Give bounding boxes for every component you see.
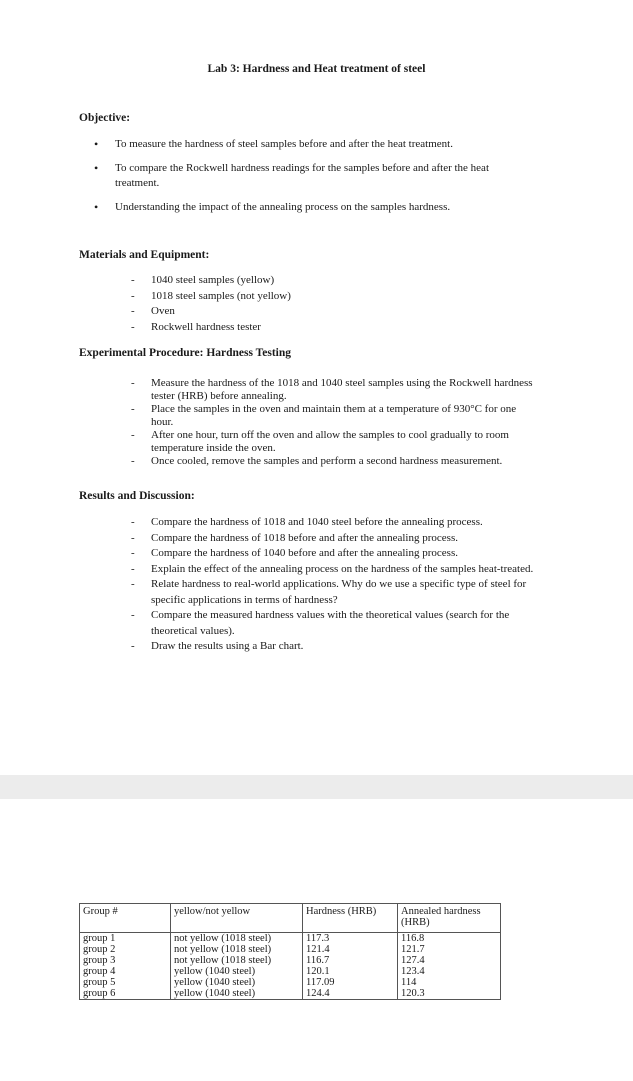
- cell-hardness: 120.1: [303, 966, 398, 977]
- document-page-2: [0, 799, 633, 1081]
- table-header-row: [80, 904, 501, 933]
- cell-group: group 6: [80, 988, 171, 1000]
- cell-color: yellow (1040 steel): [171, 966, 303, 977]
- cell-hardness: 124.4: [303, 988, 398, 1000]
- objective-list: [79, 137, 535, 224]
- cell-color: yellow (1040 steel): [171, 977, 303, 988]
- header-annealed-hardness: Annealed hardness (HRB): [398, 904, 501, 933]
- table-row: [80, 933, 501, 945]
- table-row: [80, 955, 501, 966]
- document-title: Lab 3: Hardness and Heat treatment of steel: [207, 63, 426, 75]
- results-item: - Relate hardness to real-world applications. Why do we use a specific type of steel for specific applications in terms of hardness?: [131, 578, 527, 606]
- procedure-item: - After one hour, turn off the oven and allow the samples to cool gradually to room temperature inside the oven.: [131, 429, 509, 454]
- bullet-icon: •: [94, 137, 99, 151]
- table-row: [80, 966, 501, 977]
- results-item: - Draw the results using a Bar chart.: [131, 640, 304, 652]
- materials-list: [131, 273, 291, 335]
- cell-hardness: 116.7: [303, 955, 398, 966]
- table-row: [80, 944, 501, 955]
- cell-group: group 2: [80, 944, 171, 955]
- procedure-heading: Experimental Procedure: Hardness Testing: [79, 347, 292, 359]
- objective-item: • To compare the Rockwell hardness readings for the samples before and after the heat treatment.: [94, 161, 489, 189]
- table-row: [80, 977, 501, 988]
- header-color: yellow/not yellow: [171, 904, 303, 933]
- cell-color: not yellow (1018 steel): [171, 944, 303, 955]
- cell-annealed: 120.3: [398, 988, 501, 1000]
- cell-group: group 3: [80, 955, 171, 966]
- cell-color: not yellow (1018 steel): [171, 933, 303, 945]
- materials-item: - Oven: [131, 305, 175, 317]
- results-item: - Compare the hardness of 1018 and 1040 steel before the annealing process.: [131, 516, 483, 528]
- results-item: - Compare the hardness of 1018 before and after the annealing process.: [131, 531, 458, 544]
- results-item: - Compare the measured hardness values with the theoretical values (search for the theoretical values).: [131, 609, 510, 637]
- cell-annealed: 121.7: [398, 944, 501, 955]
- cell-color: yellow (1040 steel): [171, 988, 303, 1000]
- procedure-item: - Once cooled, remove the samples and perform a second hardness measurement.: [131, 455, 503, 467]
- cell-hardness: 121.4: [303, 944, 398, 955]
- results-item: - Compare the hardness of 1040 before and after the annealing process.: [131, 547, 458, 559]
- cell-annealed: 116.8: [398, 933, 501, 945]
- objective-item: • To measure the hardness of steel samples before and after the heat treatment.: [94, 137, 453, 151]
- results-item: - Explain the effect of the annealing process on the hardness of the samples heat-treated.: [131, 562, 534, 575]
- materials-heading: Materials and Equipment:: [79, 249, 210, 261]
- procedure-list: [131, 377, 541, 468]
- materials-item: - 1040 steel samples (yellow): [131, 274, 275, 286]
- cell-group: group 5: [80, 977, 171, 988]
- cell-group: group 1: [80, 933, 171, 945]
- procedure-item: - Place the samples in the oven and maintain them at a temperature of 930°C for one hour.: [131, 403, 517, 428]
- cell-color: not yellow (1018 steel): [171, 955, 303, 966]
- cell-hardness: 117.3: [303, 933, 398, 945]
- results-list: [131, 515, 541, 655]
- cell-annealed: 123.4: [398, 966, 501, 977]
- bullet-icon: •: [94, 161, 99, 175]
- materials-item: - 1018 steel samples (not yellow): [131, 289, 291, 302]
- header-group: Group #: [80, 904, 171, 933]
- objective-item: • Understanding the impact of the annealing process on the samples hardness.: [94, 200, 451, 214]
- cell-annealed: 127.4: [398, 955, 501, 966]
- header-hardness: Hardness (HRB): [303, 904, 398, 933]
- cell-hardness: 117.09: [303, 977, 398, 988]
- results-heading: Results and Discussion:: [79, 490, 195, 502]
- hardness-table: [79, 903, 501, 1000]
- cell-group: group 4: [80, 966, 171, 977]
- bullet-icon: •: [94, 200, 99, 214]
- cell-annealed: 114: [398, 977, 501, 988]
- objective-heading: Objective:: [79, 112, 131, 124]
- materials-item: - Rockwell hardness tester: [131, 320, 261, 333]
- table-row: [80, 988, 501, 1000]
- procedure-item: - Measure the hardness of the 1018 and 1040 steel samples using the Rockwell hardness tester (HRB) before annealing.: [131, 377, 533, 402]
